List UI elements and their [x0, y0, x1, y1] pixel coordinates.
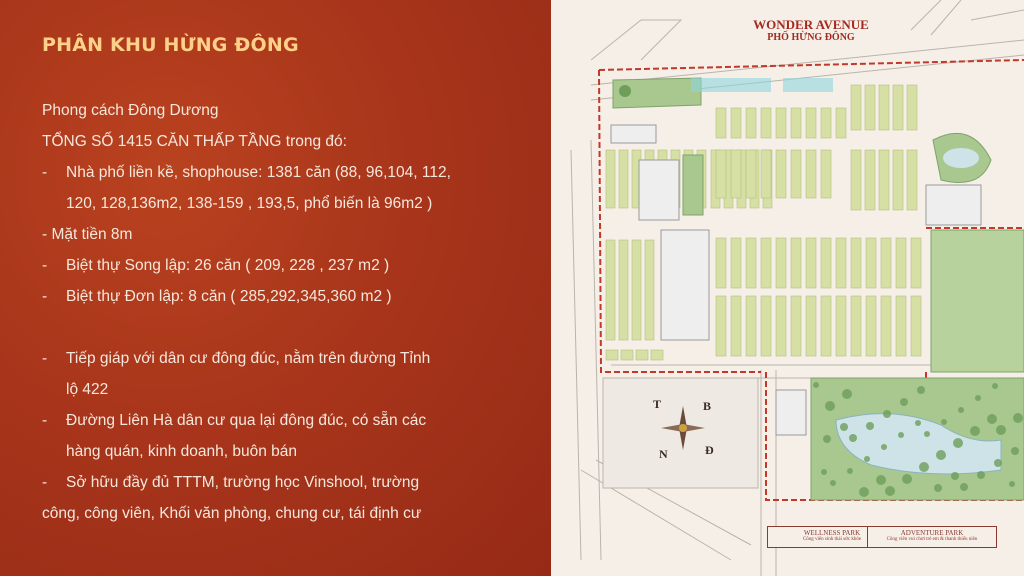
compass-d: Đ	[705, 443, 714, 457]
map-title: WONDER AVENUE	[753, 17, 869, 32]
lot-block	[761, 108, 771, 138]
amenities-item	[42, 467, 532, 498]
lot-block	[865, 150, 875, 210]
tree	[821, 469, 827, 475]
lot-block	[806, 108, 816, 138]
lot-block	[776, 238, 786, 288]
lot-block	[893, 150, 903, 210]
compass-n: N	[659, 447, 668, 461]
park-tree	[619, 85, 631, 97]
lot-block	[866, 296, 876, 356]
lot-block	[836, 108, 846, 138]
tree	[994, 459, 1002, 467]
tree	[847, 468, 853, 474]
lot-block	[716, 238, 726, 288]
lot-block	[761, 296, 771, 356]
lot-block	[716, 108, 726, 138]
lot-block	[851, 150, 861, 210]
lot-block	[806, 150, 816, 198]
lot-block	[791, 296, 801, 356]
bullet-dash: -	[42, 164, 48, 181]
lot-block	[791, 150, 801, 198]
adjacent-item	[42, 343, 532, 405]
lot-block	[651, 350, 663, 360]
bullet-dash: -	[42, 288, 48, 305]
detached-item	[42, 281, 532, 312]
legend-adventure-name: ADVENTURE PARK	[900, 529, 964, 537]
south-building	[776, 390, 806, 435]
tree	[813, 382, 819, 388]
tree	[992, 383, 998, 389]
lot-block	[865, 85, 875, 130]
road-line-2: hàng quán, kinh doanh, buôn bán	[66, 443, 297, 460]
tree	[934, 484, 942, 492]
tree	[864, 456, 870, 462]
lot-block	[746, 108, 756, 138]
tree	[883, 410, 891, 418]
tree	[859, 487, 869, 497]
lot-block	[731, 108, 741, 138]
lot-block	[731, 296, 741, 356]
lot-block	[881, 296, 891, 356]
lot-block	[821, 296, 831, 356]
townhouse-line-2: 120, 128,136m2, 138-159 , 193,5, phổ biến là 96m2 )	[66, 195, 433, 212]
lot-block	[716, 296, 726, 356]
tree	[840, 423, 848, 431]
site-plan-panel	[551, 0, 1024, 576]
tree	[842, 389, 852, 399]
adventure-park-north	[931, 230, 1024, 372]
bullet-dash: -	[42, 474, 48, 491]
tree	[977, 471, 985, 479]
lot-block	[731, 150, 741, 198]
tree	[941, 419, 947, 425]
lot-block	[836, 296, 846, 356]
tree	[996, 425, 1006, 435]
lot-block	[911, 238, 921, 288]
tree	[885, 486, 895, 496]
lot-block	[606, 350, 618, 360]
semi-detached-text: Biệt thự Song lập: 26 căn ( 209, 228 , 237 m2 )	[66, 257, 390, 274]
lot-block	[806, 238, 816, 288]
lot-block	[776, 150, 786, 198]
tree	[953, 438, 963, 448]
lot-block	[746, 150, 756, 198]
lot-block	[606, 240, 615, 340]
site-plan-map	[551, 0, 1024, 576]
lot-block	[761, 150, 771, 198]
lot-block	[776, 296, 786, 356]
tree	[1009, 481, 1015, 487]
lot-block	[907, 150, 917, 210]
info-body	[42, 95, 532, 529]
legend-adventure-desc: Công viên vui chơi trẻ em & thanh thiếu niên	[886, 537, 978, 542]
tree	[1013, 413, 1023, 423]
adjacent-line-2: lộ 422	[66, 381, 109, 398]
lot-block	[731, 238, 741, 288]
detached-text: Biệt thự Đơn lập: 8 căn ( 285,292,345,360 m2 )	[66, 288, 392, 305]
tree	[866, 422, 874, 430]
tree	[881, 444, 887, 450]
tree	[825, 401, 835, 411]
spacer	[42, 312, 532, 343]
lot-block	[716, 150, 726, 198]
tree	[1011, 447, 1019, 455]
frontage-line: - Mặt tiền 8m	[42, 226, 133, 243]
lot-block	[746, 296, 756, 356]
school-garden	[683, 155, 703, 215]
map-title-box	[731, 18, 891, 44]
lot-block	[806, 296, 816, 356]
lot-block	[761, 238, 771, 288]
lot-block	[851, 85, 861, 130]
tree	[987, 414, 997, 424]
tree	[936, 450, 946, 460]
lot-block	[836, 238, 846, 288]
bullet-dash: -	[42, 412, 48, 429]
lot-block	[619, 240, 628, 340]
total-line: TỔNG SỐ 1415 CĂN THẤP TẦNG trong đó:	[42, 133, 347, 150]
bullet-dash: -	[42, 350, 48, 367]
page-title: PHÂN KHU HỪNG ĐÔNG	[42, 34, 299, 56]
lot-block	[911, 296, 921, 356]
tree	[919, 462, 929, 472]
lot-block	[621, 350, 633, 360]
lot-block	[907, 85, 917, 130]
tree	[898, 432, 904, 438]
lot-block	[866, 238, 876, 288]
tree	[960, 483, 968, 491]
legend-wellness-name: WELLNESS PARK	[803, 529, 861, 537]
amenities-line-2: công, công viên, Khối văn phòng, chung cư, tái định cư	[42, 505, 422, 522]
commercial-center	[661, 230, 709, 340]
tree	[830, 480, 836, 486]
lot-block	[896, 238, 906, 288]
tree	[915, 420, 921, 426]
road-item	[42, 405, 532, 467]
legend-wellness-desc: Công viên sinh thái sức khỏe	[802, 537, 862, 542]
tree	[823, 435, 831, 443]
east-lake	[943, 148, 979, 168]
compass-b: B	[703, 399, 712, 413]
tree	[876, 475, 886, 485]
lot-block	[776, 108, 786, 138]
pool-strip-2	[783, 78, 833, 92]
tree	[917, 386, 925, 394]
lot-block	[791, 238, 801, 288]
style-line: Phong cách Đông Dương	[42, 102, 219, 119]
lot-block	[636, 350, 648, 360]
bullet-dash: -	[42, 257, 48, 274]
adjacent-line-1: Tiếp giáp với dân cư đông đúc, nằm trên đường Tỉnh	[66, 350, 431, 367]
map-subtitle: PHỐ HỪNG ĐÔNG	[767, 32, 855, 43]
lot-block	[881, 238, 891, 288]
tree	[951, 472, 959, 480]
lot-block	[821, 150, 831, 198]
lot-block	[879, 150, 889, 210]
lot-block	[821, 238, 831, 288]
lot-block	[893, 85, 903, 130]
tree	[958, 407, 964, 413]
pool-strip	[691, 78, 771, 92]
road-line-1: Đường Liên Hà dân cư qua lại đông đúc, có sẵn các	[66, 412, 427, 429]
school-building	[639, 160, 679, 220]
amenities-line-1: Sở hữu đầy đủ TTTM, trường học Vinshool, trường	[66, 474, 420, 491]
townhouse-line-1: Nhà phố liền kề, shophouse: 1381 căn (88, 96,104, 112,	[66, 164, 451, 181]
vincom-block	[611, 125, 656, 143]
tree	[924, 431, 930, 437]
lot-block	[851, 296, 861, 356]
semi-detached-item	[42, 250, 532, 281]
legend-adventure	[867, 526, 997, 548]
tree	[975, 395, 981, 401]
lot-block	[606, 150, 615, 208]
compass-t: T	[653, 397, 662, 411]
lot-block	[632, 240, 641, 340]
tree	[900, 398, 908, 406]
lot-block	[879, 85, 889, 130]
lot-block	[619, 150, 628, 208]
townhouse-item	[42, 157, 532, 219]
tree	[849, 434, 857, 442]
lot-block	[791, 108, 801, 138]
tree	[970, 426, 980, 436]
lot-block	[821, 108, 831, 138]
lot-block	[851, 238, 861, 288]
lot-block	[645, 240, 654, 340]
lot-block	[896, 296, 906, 356]
office-block	[926, 185, 981, 225]
tree	[902, 474, 912, 484]
lot-block	[746, 238, 756, 288]
